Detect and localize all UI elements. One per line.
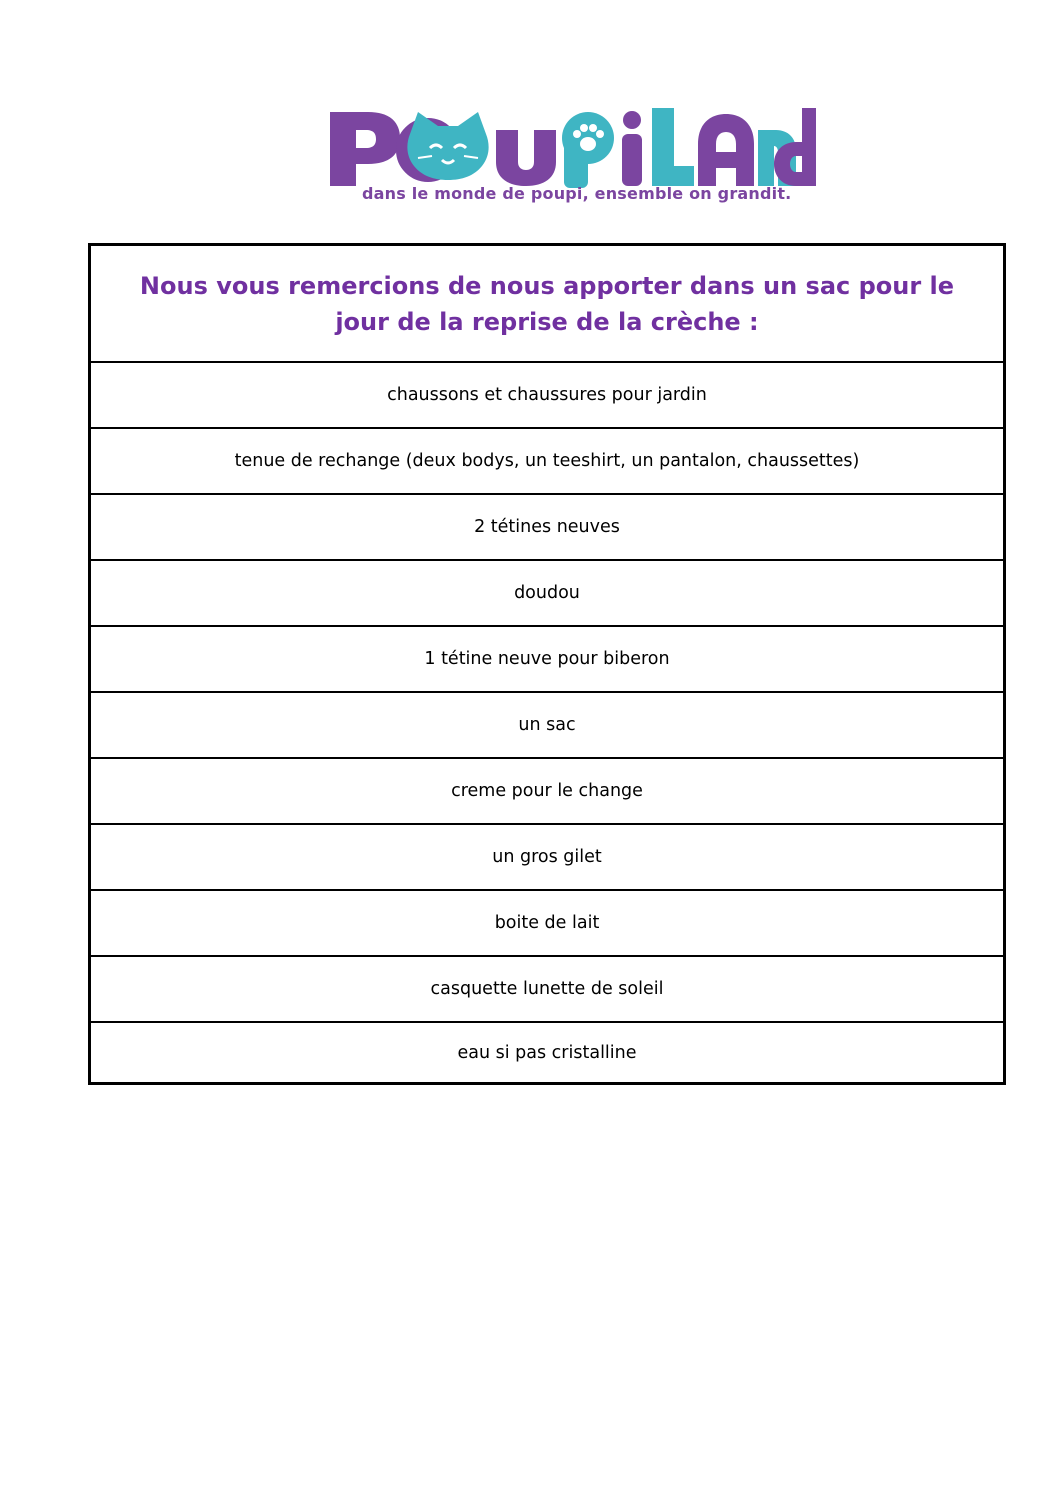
list-item: casquette lunette de soleil [430, 979, 664, 999]
table-row [91, 693, 1003, 759]
table-row [91, 495, 1003, 561]
table-row [91, 627, 1003, 693]
list-item: 1 tétine neuve pour biberon [424, 649, 670, 669]
list-item: creme pour le change [451, 781, 643, 801]
table-row [91, 561, 1003, 627]
checklist-header [91, 246, 1003, 363]
table-row [91, 825, 1003, 891]
table-row [91, 891, 1003, 957]
logo-wordmark [326, 104, 816, 186]
table-row [91, 759, 1003, 825]
list-item: chaussons et chaussures pour jardin [387, 385, 707, 405]
list-item: un gros gilet [492, 847, 602, 867]
list-item: boite de lait [494, 913, 600, 933]
list-item: doudou [514, 583, 580, 603]
poupiland-logo [326, 104, 816, 208]
table-row [91, 429, 1003, 495]
table-row [91, 363, 1003, 429]
list-item: tenue de rechange (deux bodys, un teeshirt, un pantalon, chaussettes) [234, 451, 860, 471]
table-row [91, 1023, 1003, 1082]
checklist-header-text: Nous vous remercions de nous apporter dans un sac pour le jour de la reprise de la crèche : [139, 271, 955, 336]
list-item: 2 tétines neuves [474, 517, 620, 537]
supplies-checklist-table [88, 243, 1006, 1085]
list-item: eau si pas cristalline [457, 1042, 637, 1063]
cat-face-icon [407, 112, 488, 180]
table-row [91, 957, 1003, 1023]
list-item: un sac [518, 715, 576, 735]
logo-tagline: dans le monde de poupi, ensemble on grandit. [362, 184, 792, 203]
